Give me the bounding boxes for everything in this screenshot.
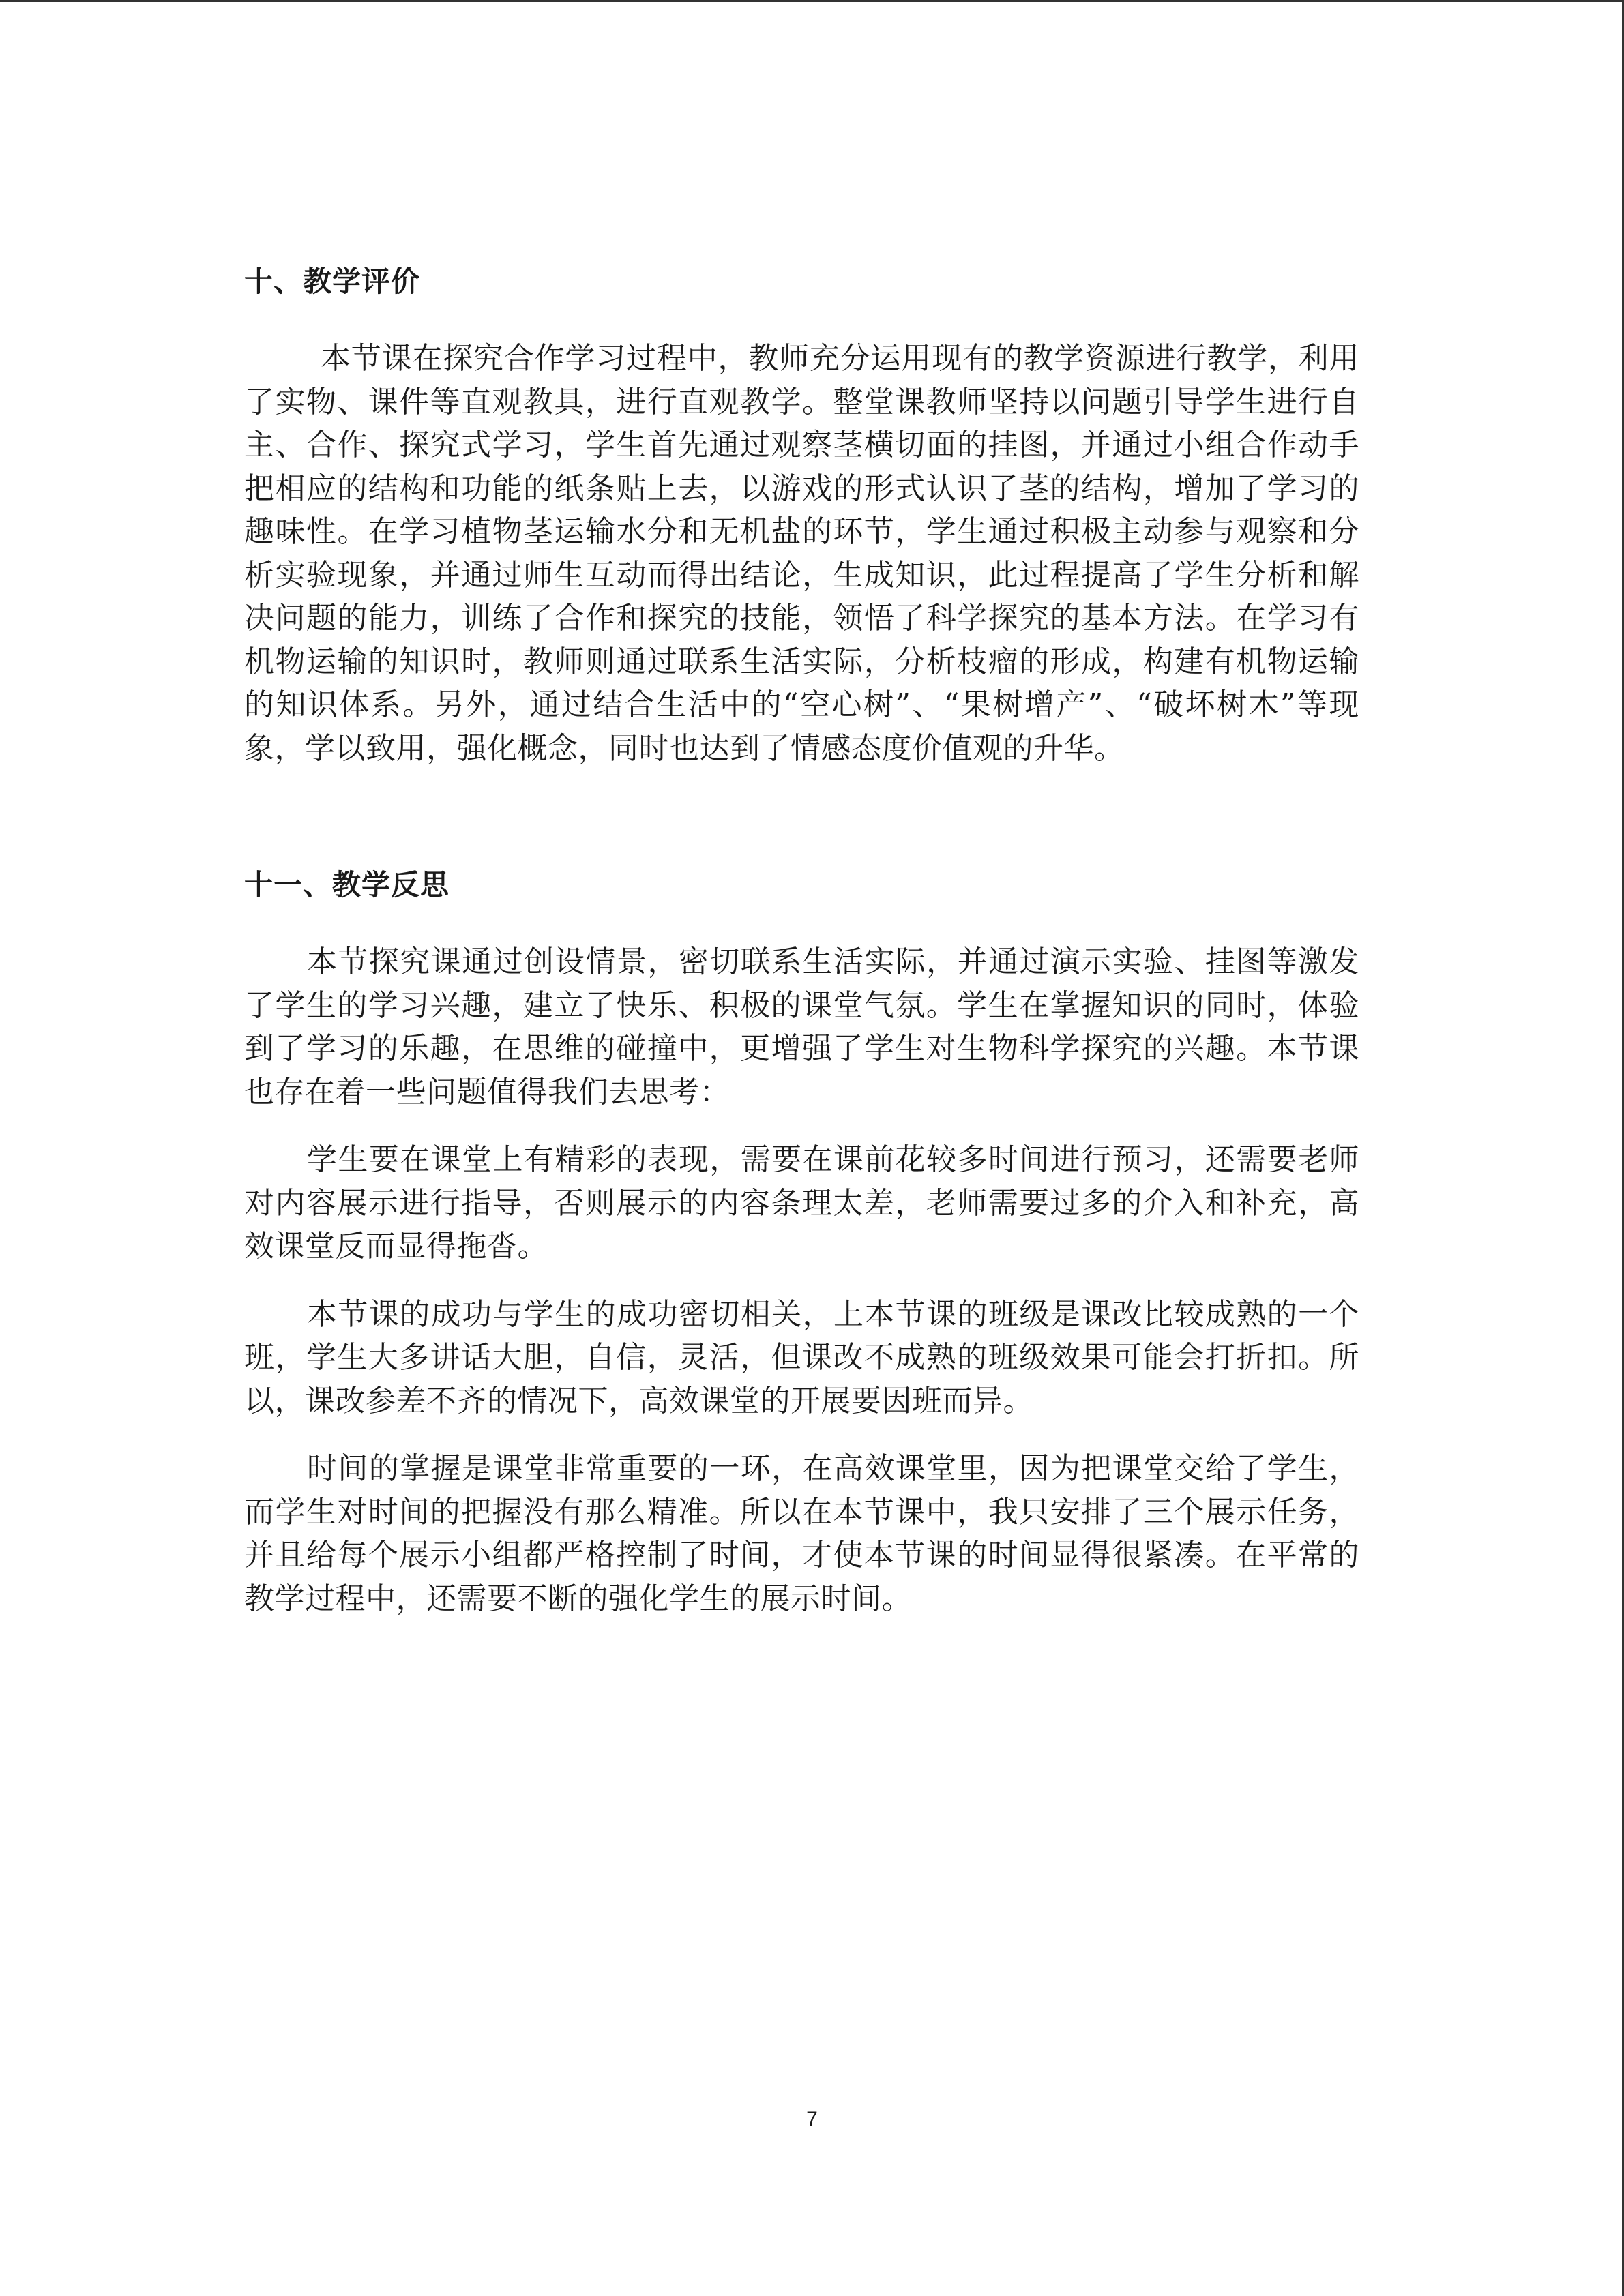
section-teaching-reflection	[244, 863, 1359, 1620]
paragraph: 本节课在探究合作学习过程中，教师充分运用现有的教学资源进行教学，利用了实物、课件等直观教具，进行直观教学。整堂课教师坚持以问题引导学生进行自主、合作、探究式学习，学生首先通过观察茎横切面的挂图，并通过小组合作动手把相应的结构和功能的纸条贴上去，以游戏的形式认识了茎的结构，增加了学习的趣味性。在学习植物茎运输水分和无机盐的环节，学生通过积极主动参与观察和分析实验现象，并通过师生互动而得出结论，生成知识，此过程提高了学生分析和解决问题的能力，训练了合作和探究的技能，领悟了科学探究的基本方法。在学习有机物运输的知识时，教师则通过联系生活实际，分析枝瘤的形成，构建有机物运输的知识体系。另外，通过结合生活中的“空心树”、“果树增产”、“破坏树木”等现象，学以致用，强化概念，同时也达到了情感态度价值观的升华。	[244, 341, 1359, 766]
paragraph: 时间的掌握是课堂非常重要的一环，在高效课堂里，因为把课堂交给了学生，而学生对时间的把握没有那么精准。所以在本节课中，我只安排了三个展示任务，并且给每个展示小组都严格控制了时间，才使本节课的时间显得很紧凑。在平常的教学过程中，还需要不断的强化学生的展示时间。	[244, 1451, 1359, 1616]
paragraph: 本节课的成功与学生的成功密切相关，上本节课的班级是课改比较成熟的一个班，学生大多讲话大胆，自信，灵活，但课改不成熟的班级效果可能会打折扣。所以，课改参差不齐的情况下，高效课堂的开展要因班而异。	[244, 1296, 1359, 1418]
section-heading: 十一、教学反思	[244, 868, 450, 901]
page-number: 7	[806, 2108, 818, 2130]
section-spacer	[244, 794, 1359, 863]
document-body	[244, 259, 1359, 1645]
section-teaching-evaluation	[244, 259, 1359, 770]
page-top-border	[0, 0, 1624, 2]
paragraph: 学生要在课堂上有精彩的表现，需要在课前花较多时间进行预习，还需要老师对内容展示进行指导，否则展示的内容条理太差，老师需要过多的介入和补充，高效课堂反而显得拖沓。	[244, 1142, 1359, 1264]
section-heading: 十、教学评价	[244, 265, 421, 298]
paragraph: 本节探究课通过创设情景，密切联系生活实际，并通过演示实验、挂图等激发了学生的学习兴趣，建立了快乐、积极的课堂气氛。学生在掌握知识的同时，体验到了学习的乐趣，在思维的碰撞中，更增强了学生对生物科学探究的兴趣。本节课也存在着一些问题值得我们去思考：	[244, 944, 1359, 1109]
